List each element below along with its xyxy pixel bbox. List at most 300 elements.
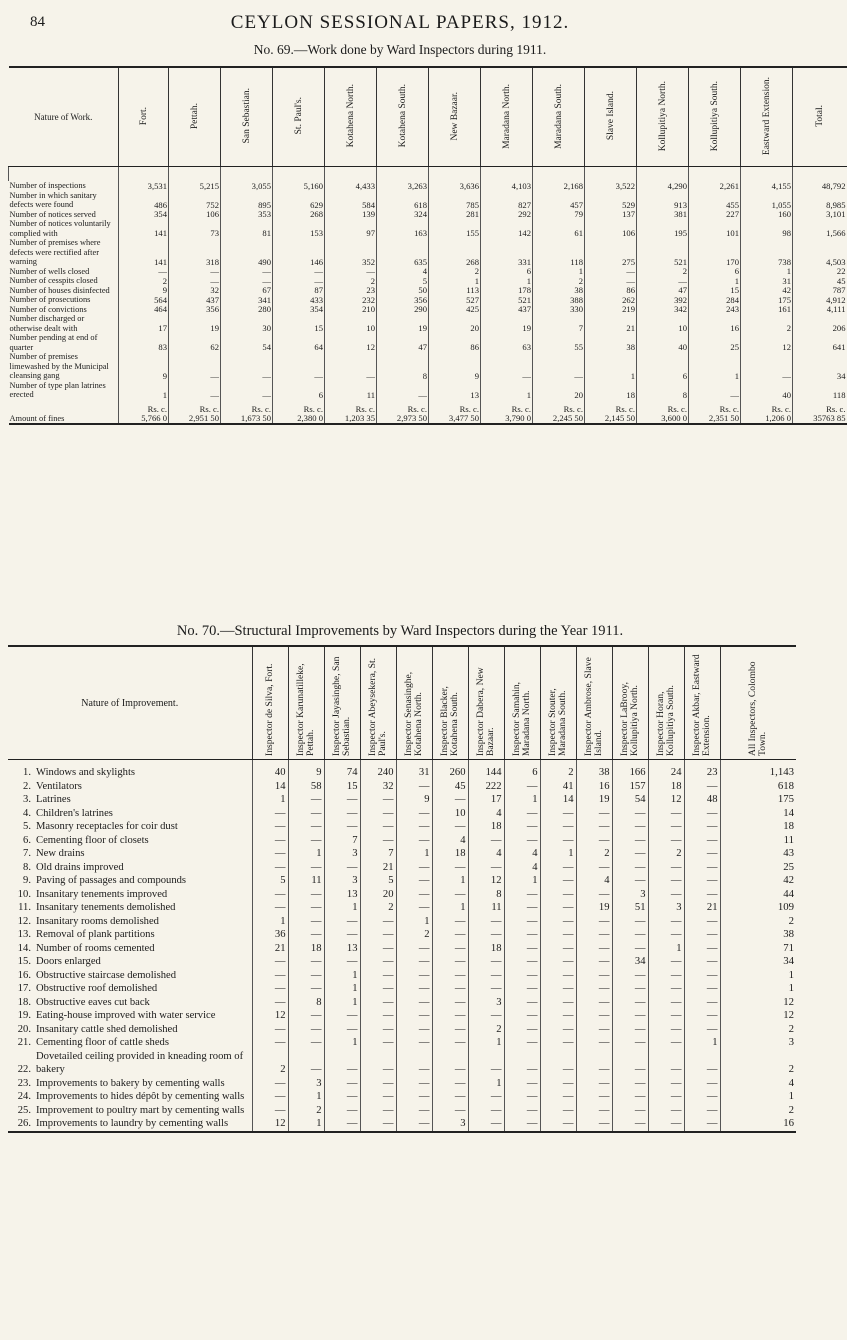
value-cell: 2: [429, 267, 481, 277]
value-cell: —: [252, 847, 288, 861]
value-cell: —: [576, 807, 612, 821]
value-cell: —: [684, 1077, 720, 1091]
table1-title: No. 69.—Work done by Ward Inspectors during 1911.: [253, 42, 547, 57]
value-cell: 42: [741, 286, 793, 296]
value-cell: —: [576, 955, 612, 969]
value-cell: 155: [429, 219, 481, 238]
value-cell: 895: [221, 191, 273, 210]
value-cell: —: [540, 834, 576, 848]
table1-column-header: [119, 67, 169, 167]
value-cell: —: [504, 834, 540, 848]
value-cell: 19: [169, 314, 221, 333]
spacer-cell: [481, 167, 533, 182]
column-label: Inspector Samahin, Maradana North.: [511, 681, 533, 756]
value-cell: —: [288, 901, 324, 915]
value-cell: —: [540, 1023, 576, 1037]
value-cell: 166: [612, 766, 648, 780]
value-cell: —: [432, 1050, 468, 1077]
value-cell: —: [324, 955, 360, 969]
value-cell: —: [684, 807, 720, 821]
row-label: Number pending at end of quarter: [9, 333, 98, 352]
value-cell: 25: [689, 333, 741, 352]
value-cell: 48: [684, 793, 720, 807]
value-cell: 635: [377, 238, 429, 267]
table2-row: [8, 861, 796, 875]
spacer-cell: [119, 167, 169, 182]
value-cell: —: [612, 1117, 648, 1132]
value-cell: —: [288, 1009, 324, 1023]
row-number: 11.: [18, 902, 31, 913]
value-cell: —: [396, 969, 432, 983]
value-cell: 3,263: [377, 181, 429, 191]
value-cell: 1: [432, 874, 468, 888]
value-cell: 240: [360, 766, 396, 780]
value-cell: 18: [585, 381, 637, 400]
value-cell: 81: [221, 219, 273, 238]
value-cell: —: [540, 1050, 576, 1077]
value-cell: 1: [396, 915, 432, 929]
value-cell: —: [684, 820, 720, 834]
row-number: 2.: [23, 780, 31, 792]
value-cell: —: [288, 793, 324, 807]
value-cell: —: [684, 1050, 720, 1077]
ward-work-table: [8, 66, 847, 425]
value-cell: —: [648, 928, 684, 942]
value-cell: 529: [585, 191, 637, 210]
value-cell: 275: [585, 238, 637, 267]
value-cell: 3: [288, 1077, 324, 1091]
value-cell: 281: [429, 210, 481, 220]
value-cell: 40: [252, 766, 288, 780]
value-cell: 486: [119, 191, 169, 210]
column-label: Kotahena South.: [397, 84, 408, 148]
row-label: Number of convictions: [9, 304, 87, 314]
value-cell: —: [612, 1090, 648, 1104]
row-number: 6.: [23, 834, 31, 846]
value-cell: 163: [377, 219, 429, 238]
value-cell: 629: [273, 191, 325, 210]
value-cell: 41: [540, 780, 576, 794]
value-cell: 17: [119, 314, 169, 333]
value-cell: 17: [468, 793, 504, 807]
value-cell: —: [612, 1036, 648, 1050]
value-cell: —: [288, 1036, 324, 1050]
value-cell: 12: [252, 1009, 288, 1023]
value-cell: —: [576, 861, 612, 875]
value-cell: 1: [252, 915, 288, 929]
row-label: Improvements to laundry by cementing walls: [36, 1118, 229, 1129]
value-cell: —: [504, 915, 540, 929]
value-cell: 341: [221, 295, 273, 305]
value-cell: 2,261: [689, 181, 741, 191]
value-cell: —: [396, 861, 432, 875]
value-cell: 4: [468, 807, 504, 821]
value-cell: —: [273, 352, 325, 381]
column-label: Inspector de Silva, Fort.: [264, 663, 276, 756]
value-cell: 1,055: [741, 191, 793, 210]
table2-row: [8, 982, 796, 996]
value-cell: —: [576, 834, 612, 848]
value-cell: 1: [432, 901, 468, 915]
value-cell: —: [468, 955, 504, 969]
value-cell: 3: [612, 888, 648, 902]
value-cell: 324: [377, 210, 429, 220]
value-cell: 195: [637, 219, 689, 238]
currency-unit: Rs. c.: [377, 400, 429, 414]
value-cell: 6: [273, 381, 325, 400]
table2-column-header: [288, 646, 324, 760]
value-cell: —: [612, 942, 648, 956]
value-cell: 146: [273, 238, 325, 267]
value-cell: 47: [637, 286, 689, 296]
table2-row: [8, 969, 796, 983]
value-cell: 2: [576, 847, 612, 861]
currency-unit: Rs. c.: [689, 400, 741, 414]
value-cell: —: [612, 982, 648, 996]
table2-column-header: [684, 646, 720, 760]
value-cell: —: [396, 807, 432, 821]
value-cell: 58: [288, 780, 324, 794]
value-cell: —: [741, 352, 793, 381]
fines-cell: 3,790 0: [481, 414, 533, 425]
currency-unit: Rs. c.: [429, 400, 481, 414]
value-cell: —: [540, 982, 576, 996]
value-cell: —: [432, 1023, 468, 1037]
value-cell: 64: [273, 333, 325, 352]
spacer-cell: [9, 167, 119, 182]
table2-column-header: [324, 646, 360, 760]
column-label: Maradana North.: [501, 83, 512, 149]
value-cell: 913: [637, 191, 689, 210]
value-cell: 2: [741, 314, 793, 333]
value-cell: 1: [468, 1036, 504, 1050]
value-cell: 1,143: [720, 766, 796, 780]
spacer-cell: [637, 167, 689, 182]
value-cell: 2: [533, 276, 585, 286]
value-cell: —: [169, 276, 221, 286]
value-cell: —: [540, 1090, 576, 1104]
fines-cell: 1,673 50: [221, 414, 273, 425]
value-cell: 2: [720, 915, 796, 929]
value-cell: 73: [169, 219, 221, 238]
value-cell: 1: [288, 1117, 324, 1132]
value-cell: 455: [689, 191, 741, 210]
value-cell: —: [377, 381, 429, 400]
value-cell: 8: [468, 888, 504, 902]
row-label: Number of prosecutions: [9, 295, 91, 304]
value-cell: —: [504, 1077, 540, 1091]
value-cell: —: [360, 955, 396, 969]
value-cell: 79: [533, 210, 585, 220]
value-cell: 787: [793, 286, 847, 296]
value-cell: —: [684, 928, 720, 942]
row-label: Doors enlarged: [36, 956, 101, 967]
value-cell: —: [612, 820, 648, 834]
value-cell: 433: [273, 295, 325, 305]
value-cell: —: [540, 1104, 576, 1118]
value-cell: —: [324, 807, 360, 821]
table2-header-row: [8, 646, 796, 760]
value-cell: 67: [221, 286, 273, 296]
spacer-cell: [169, 167, 221, 182]
value-cell: 21: [585, 314, 637, 333]
value-cell: 97: [325, 219, 377, 238]
value-cell: —: [221, 381, 273, 400]
value-cell: 1: [689, 276, 741, 286]
value-cell: 23: [684, 766, 720, 780]
value-cell: —: [324, 1077, 360, 1091]
value-cell: 2: [396, 928, 432, 942]
value-cell: 6: [481, 267, 533, 277]
value-cell: —: [360, 1009, 396, 1023]
table2-row: [8, 807, 796, 821]
value-cell: 38: [720, 928, 796, 942]
row-number: 20.: [17, 1023, 31, 1035]
value-cell: —: [324, 1104, 360, 1118]
value-cell: 1: [288, 847, 324, 861]
row-label: New drains: [36, 848, 85, 859]
value-cell: —: [684, 1104, 720, 1118]
value-cell: 4: [432, 834, 468, 848]
value-cell: —: [324, 861, 360, 875]
fines-cell: 35763 85: [793, 414, 847, 425]
value-cell: —: [540, 915, 576, 929]
table1-fines-row: [9, 414, 847, 425]
value-cell: 785: [429, 191, 481, 210]
value-cell: 7: [324, 834, 360, 848]
value-cell: 141: [119, 238, 169, 267]
value-cell: 178: [481, 286, 533, 296]
currency-unit: Rs. c.: [637, 400, 689, 414]
value-cell: —: [432, 888, 468, 902]
value-cell: —: [396, 1117, 432, 1132]
value-cell: —: [533, 352, 585, 381]
value-cell: 752: [169, 191, 221, 210]
value-cell: —: [576, 1036, 612, 1050]
spacer-cell: [221, 167, 273, 182]
value-cell: 3,101: [793, 210, 847, 220]
value-cell: —: [360, 1104, 396, 1118]
value-cell: —: [648, 969, 684, 983]
value-cell: —: [288, 861, 324, 875]
value-cell: —: [612, 915, 648, 929]
value-cell: —: [324, 1009, 360, 1023]
spacer-cell: [377, 167, 429, 182]
value-cell: 21: [684, 901, 720, 915]
value-cell: —: [432, 969, 468, 983]
value-cell: —: [684, 847, 720, 861]
value-cell: —: [468, 982, 504, 996]
value-cell: 457: [533, 191, 585, 210]
value-cell: —: [396, 942, 432, 956]
value-cell: 521: [481, 295, 533, 305]
value-cell: —: [648, 820, 684, 834]
value-cell: 34: [612, 955, 648, 969]
value-cell: 1: [324, 982, 360, 996]
value-cell: 170: [689, 238, 741, 267]
page-number: 84: [30, 14, 45, 30]
value-cell: 1: [288, 1090, 324, 1104]
value-cell: —: [540, 807, 576, 821]
value-cell: —: [360, 1117, 396, 1132]
value-cell: 20: [360, 888, 396, 902]
value-cell: 1: [468, 1077, 504, 1091]
value-cell: —: [360, 1036, 396, 1050]
value-cell: 2: [720, 1023, 796, 1037]
value-cell: —: [648, 1117, 684, 1132]
value-cell: 2: [648, 847, 684, 861]
value-cell: —: [576, 1117, 612, 1132]
value-cell: 98: [741, 219, 793, 238]
value-cell: —: [252, 1023, 288, 1037]
value-cell: 38: [576, 766, 612, 780]
row-label: Insanitary tenements demolished: [36, 902, 176, 913]
row-number: 1.: [23, 767, 31, 778]
value-cell: —: [396, 820, 432, 834]
column-label: Inspector LaBrooy, Kollupitiya North.: [619, 681, 641, 756]
value-cell: 34: [793, 352, 847, 381]
value-cell: —: [648, 1023, 684, 1037]
value-cell: —: [576, 1050, 612, 1077]
value-cell: 43: [720, 847, 796, 861]
value-cell: —: [540, 928, 576, 942]
value-cell: 63: [481, 333, 533, 352]
value-cell: 1: [252, 793, 288, 807]
value-cell: 9: [119, 286, 169, 296]
table2-row: [8, 820, 796, 834]
value-cell: 268: [273, 210, 325, 220]
spacer-cell: [585, 167, 637, 182]
value-cell: 8: [377, 352, 429, 381]
value-cell: —: [540, 1077, 576, 1091]
table1-column-header: [585, 67, 637, 167]
value-cell: 210: [325, 305, 377, 315]
value-cell: 352: [325, 238, 377, 267]
value-cell: —: [576, 1077, 612, 1091]
column-label: St. Paul's.: [293, 97, 304, 135]
value-cell: 3,636: [429, 181, 481, 191]
value-cell: 331: [481, 238, 533, 267]
table1-row: [9, 219, 847, 238]
currency-unit: Rs. c.: [481, 400, 533, 414]
value-cell: 2: [720, 1050, 796, 1077]
value-cell: —: [540, 820, 576, 834]
value-cell: —: [468, 1117, 504, 1132]
value-cell: 106: [169, 210, 221, 220]
value-cell: —: [396, 834, 432, 848]
value-cell: —: [504, 1050, 540, 1077]
value-cell: —: [684, 861, 720, 875]
value-cell: —: [252, 807, 288, 821]
value-cell: 354: [119, 210, 169, 220]
value-cell: —: [576, 969, 612, 983]
currency-unit: Rs. c.: [221, 400, 273, 414]
value-cell: 137: [585, 210, 637, 220]
value-cell: —: [684, 969, 720, 983]
column-label: Kollupitiya South.: [709, 80, 720, 152]
value-cell: 21: [252, 942, 288, 956]
fines-cell: 3,477 50: [429, 414, 481, 425]
value-cell: —: [324, 1023, 360, 1037]
value-cell: 222: [468, 780, 504, 794]
value-cell: —: [360, 915, 396, 929]
spacer-cell: [325, 167, 377, 182]
value-cell: —: [648, 1104, 684, 1118]
table2-row: [8, 780, 796, 794]
value-cell: —: [396, 1036, 432, 1050]
table2-row: [8, 942, 796, 956]
value-cell: 206: [793, 314, 847, 333]
value-cell: —: [252, 1077, 288, 1091]
value-cell: 381: [637, 210, 689, 220]
value-cell: —: [432, 1077, 468, 1091]
value-cell: —: [252, 996, 288, 1010]
value-cell: 157: [612, 780, 648, 794]
row-number: 16.: [17, 969, 31, 981]
value-cell: 1: [481, 381, 533, 400]
currency-unit: Rs. c.: [273, 400, 325, 414]
value-cell: 4: [377, 267, 429, 277]
value-cell: 5,215: [169, 181, 221, 191]
value-cell: 45: [793, 276, 847, 286]
value-cell: 62: [169, 333, 221, 352]
value-cell: 527: [429, 295, 481, 305]
value-cell: —: [468, 861, 504, 875]
fines-cell: 5,766 0: [119, 414, 169, 425]
value-cell: 4,912: [793, 295, 847, 305]
value-cell: —: [252, 834, 288, 848]
table2-row: [8, 1104, 796, 1118]
table2-row: [8, 834, 796, 848]
value-cell: —: [468, 1090, 504, 1104]
value-cell: —: [169, 352, 221, 381]
value-cell: 3: [720, 1036, 796, 1050]
value-cell: 12: [325, 333, 377, 352]
value-cell: 101: [689, 219, 741, 238]
row-number: 10.: [17, 888, 31, 900]
value-cell: —: [504, 942, 540, 956]
row-number: 3.: [23, 794, 31, 805]
value-cell: 18: [468, 820, 504, 834]
value-cell: —: [540, 942, 576, 956]
value-cell: 1,566: [793, 219, 847, 238]
table2-row: [8, 1077, 796, 1091]
value-cell: 20: [429, 314, 481, 333]
value-cell: 34: [720, 955, 796, 969]
value-cell: 16: [689, 314, 741, 333]
table2-column-header: [432, 646, 468, 760]
row-label: Number of wells closed: [9, 266, 90, 276]
value-cell: 7: [533, 314, 585, 333]
value-cell: —: [540, 1117, 576, 1132]
value-cell: 4: [468, 847, 504, 861]
value-cell: —: [540, 969, 576, 983]
value-cell: —: [432, 942, 468, 956]
value-cell: 232: [325, 295, 377, 305]
structural-improvements-table: [8, 645, 796, 1133]
value-cell: —: [540, 1036, 576, 1050]
page-header: CEYLON SESSIONAL PAPERS, 1912.: [230, 12, 570, 33]
value-cell: —: [612, 928, 648, 942]
table1-row: [9, 305, 847, 315]
value-cell: —: [324, 1050, 360, 1077]
table1-row: [9, 333, 847, 352]
value-cell: —: [288, 915, 324, 929]
row-label: Cementing floor of closets: [36, 834, 149, 846]
value-cell: 160: [741, 210, 793, 220]
value-cell: 71: [720, 942, 796, 956]
value-cell: 12: [720, 1009, 796, 1023]
